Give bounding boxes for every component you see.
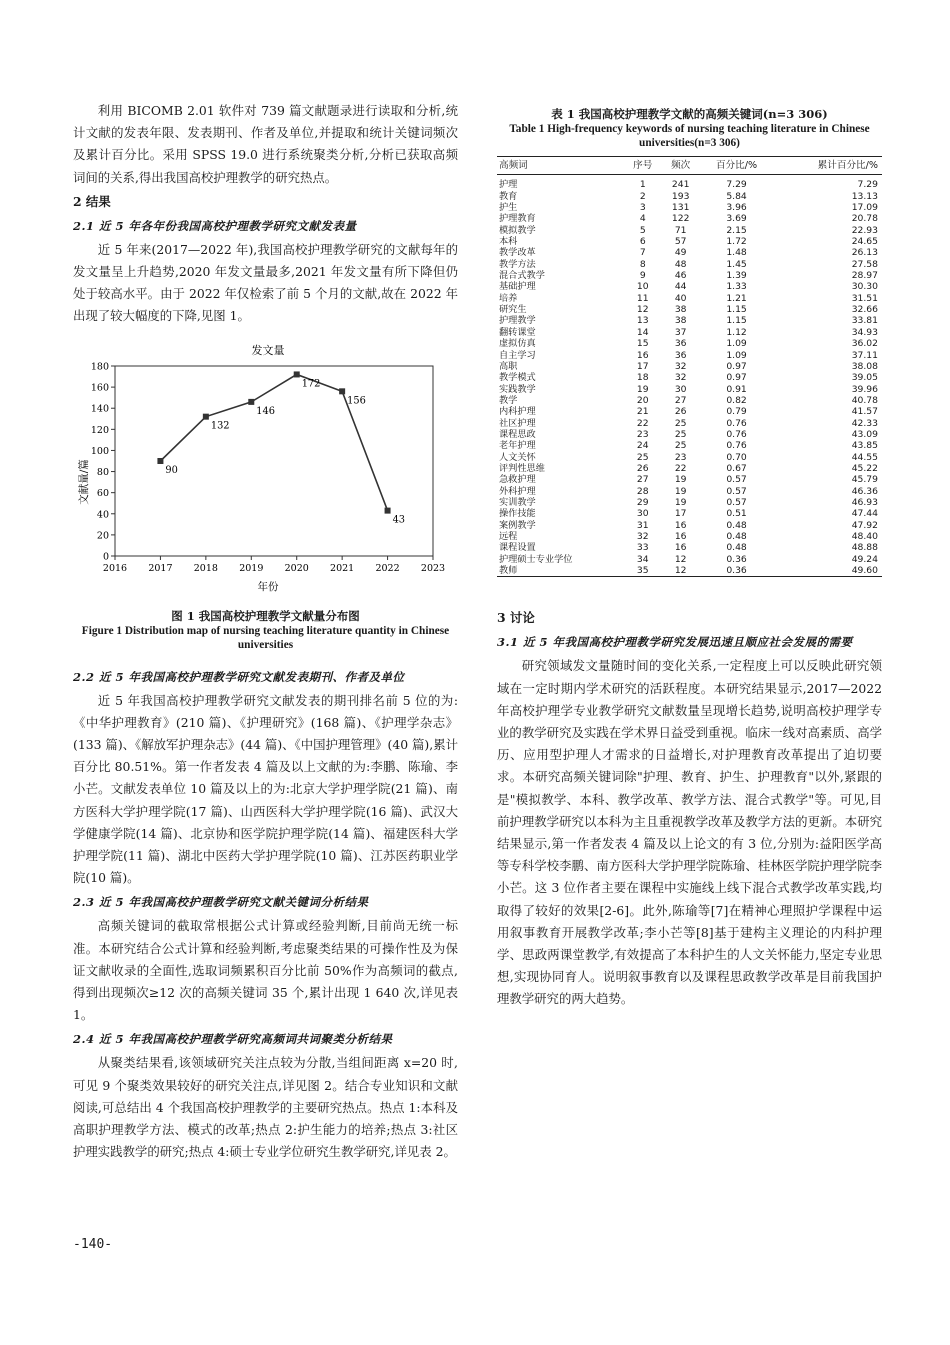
table-row <box>497 202 882 213</box>
table-row <box>497 486 882 497</box>
header-cumulative: 累计百分比/% <box>773 157 882 175</box>
cell-frequency: 40 <box>674 292 687 304</box>
right-column <box>497 106 882 1011</box>
cell-index: 25 <box>636 451 649 463</box>
cell-keyword: 基础护理 <box>499 281 536 293</box>
cell-index: 22 <box>636 417 649 429</box>
data-point <box>248 399 254 405</box>
x-tick-label: 2016 <box>102 562 128 574</box>
cell-frequency: 71 <box>674 224 687 236</box>
x-tick-label: 2023 <box>420 562 446 574</box>
section-2-2-heading: 2.2 近 5 年我国高校护理教学研究文献发表期刊、作者及单位 <box>73 669 405 684</box>
x-tick-label: 2021 <box>330 562 355 574</box>
cell-index: 35 <box>624 565 662 577</box>
section-3-1-paragraph: 研究领域发文量随时间的变化关系,一定程度上可以反映此研究领域在一定时期内学术研究的活跃程度。本研究结果显示,2017—2022 年高校护理学专业教学研究文献数量呈现增长趋势,说明高校护理学专业的教学研究及实践在学术界日益受到重视。临床一线对高素质、高学历、应用型护理人才需求的日益增长,对护理教育改革提出了迫切要求。本研究高频关键词除"护理、教育、护生、护理教育"以外,紧跟的是"模拟教学、本科、教学改革、教学方法、混合式教学"等。可见,目前护理教学研究以本科为主且重视教学改革及教学方法的更新。本研究结果显示,第一作者发表 4 篇及以上论文的有 3 位,分别为:益阳医学高等专科学校李鹏、南方医科大学护理学院陈瑜、桂林医学院护理学院李小芒。这 3 位作者主要在课程中实施线上线下混合式教学改革实践,均取得了较好的效果[2-6]。此外,陈瑜等[7]在精神心理照护学课程中运用叙事教育开展教学改革;李小芒等[8]基于建构主义理论的内科护理学、思政两课堂教学,有效提高了本科护生的人文关怀能力,坚定专业思想,实现协同育人。说明叙事教育以及课程思政教学改革是目前我国护理教学研究的两大趋势。 <box>497 658 882 1007</box>
cell-percent: 5.84 <box>726 190 747 202</box>
table-header-row <box>497 157 882 175</box>
cell-percent: 1.45 <box>726 258 747 270</box>
table-row <box>497 474 882 485</box>
figure-1-chart <box>73 334 458 594</box>
cell-keyword: 外科护理 <box>499 485 536 497</box>
cell-index: 24 <box>636 440 649 452</box>
cell-frequency: 26 <box>674 406 687 418</box>
cell-percent: 1.15 <box>726 315 747 327</box>
cell-keyword: 护生 <box>499 202 518 214</box>
cell-percent: 1.09 <box>726 338 747 350</box>
cell-index: 16 <box>636 349 649 361</box>
table-row <box>497 497 882 508</box>
chart-y-label: 文献量/篇 <box>78 458 90 505</box>
cell-keyword: 课程设置 <box>499 542 536 554</box>
cell-percent: 0.97 <box>726 360 747 372</box>
cell-keyword: 本科 <box>499 236 518 248</box>
x-tick-label: 2018 <box>193 562 218 574</box>
cell-index: 23 <box>636 428 649 440</box>
cell-keyword: 操作技能 <box>499 508 536 520</box>
cell-percent: 0.48 <box>726 542 747 554</box>
cell-percent: 0.48 <box>726 531 747 542</box>
table-row <box>497 304 882 315</box>
cell-percent: 0.91 <box>726 383 747 395</box>
cell-index: 26 <box>636 462 649 474</box>
cell-keyword: 护理 <box>499 179 518 191</box>
cell-cumulative: 45.22 <box>851 462 878 474</box>
y-tick-label: 20 <box>96 530 109 542</box>
cell-index: 28 <box>636 485 649 497</box>
cell-keyword: 高职 <box>499 360 518 372</box>
cell-cumulative: 46.36 <box>851 485 878 497</box>
table-body <box>497 175 882 577</box>
cell-keyword: 急救护理 <box>499 474 536 486</box>
cell-frequency: 44 <box>674 281 687 293</box>
cell-keyword: 内科护理 <box>499 406 536 418</box>
cell-cumulative: 43.09 <box>851 428 878 440</box>
cell-cumulative: 47.92 <box>851 519 878 531</box>
cell-index: 27 <box>636 474 649 486</box>
cell-frequency: 12 <box>674 553 687 565</box>
cell-keyword: 教师 <box>497 565 624 577</box>
cell-percent: 0.76 <box>726 428 747 440</box>
table-row <box>497 213 882 224</box>
cell-keyword: 自主学习 <box>499 349 536 361</box>
y-tick-label: 40 <box>96 508 109 520</box>
cell-cumulative: 39.96 <box>851 383 878 395</box>
section-2-4-heading: 2.4 近 5 年我国高校护理教学研究高频词共词聚类分析结果 <box>73 1032 393 1047</box>
figure-1-caption-cn: 图 1 我国高校护理教学文献量分布图 <box>171 608 360 623</box>
data-point <box>203 413 209 419</box>
cell-keyword: 教学改革 <box>499 247 536 259</box>
cell-index: 34 <box>636 553 649 565</box>
cell-percent: 0.36 <box>726 553 747 565</box>
cell-frequency: 19 <box>674 496 687 508</box>
section-2-1-paragraph: 近 5 年来(2017—2022 年),我国高校护理教学研究的文献每年的发文量呈上升趋势,2020 年发文量最多,2021 年发文量有所下降但仍处于较高水平。由于 2022 年仅检索了前 5 个月的文献,故在 2022 年出现了较大幅度的下降,见图 1。 <box>73 241 458 324</box>
section-3-1-heading: 3.1 近 5 年我国高校护理教学研究发展迅速且顺应社会发展的需要 <box>497 635 853 650</box>
cell-percent: 0.67 <box>726 462 747 474</box>
y-tick-label: 60 <box>96 487 109 499</box>
cell-percent: 0.48 <box>726 519 747 531</box>
table-row <box>497 372 882 383</box>
cell-frequency: 32 <box>674 372 687 384</box>
cell-keyword: 虚拟仿真 <box>499 338 536 350</box>
cell-index: 33 <box>636 542 649 554</box>
figure-1-caption-en: Figure 1 Distribution map of nursing teaching literature quantity in Chinese universities <box>81 624 450 651</box>
section-3-heading: 3 讨论 <box>497 610 535 626</box>
cell-percent: 0.97 <box>726 372 747 384</box>
cell-percent: 0.76 <box>726 440 747 452</box>
header-frequency: 频次 <box>662 157 700 175</box>
cell-frequency: 30 <box>674 383 687 395</box>
cell-index: 3 <box>639 202 646 214</box>
cell-cumulative: 37.11 <box>851 349 878 361</box>
section-2-heading: 2 结果 <box>73 193 111 209</box>
cell-index: 2 <box>639 190 646 202</box>
cell-cumulative: 22.93 <box>851 224 878 236</box>
cell-index: 9 <box>639 270 646 282</box>
table-row <box>497 542 882 553</box>
table-1-title-en: Table 1 High-frequency keywords of nursing teaching literature in Chinese universities(n=3 306) <box>509 123 870 149</box>
cell-keyword: 翻转课堂 <box>499 326 536 338</box>
table-row <box>497 463 882 474</box>
cell-percent: 0.57 <box>726 474 747 486</box>
cell-frequency: 19 <box>674 474 687 486</box>
cell-cumulative: 39.05 <box>851 372 878 384</box>
cell-keyword: 人文关怀 <box>499 451 536 463</box>
y-tick-label: 0 <box>102 551 109 563</box>
cell-cumulative: 17.09 <box>851 202 878 214</box>
section-2-1-heading: 2.1 近 5 年各年份我国高校护理教学研究文献发表量 <box>73 218 357 233</box>
data-point <box>385 507 391 513</box>
cell-frequency: 46 <box>674 270 687 282</box>
cell-keyword: 课程思政 <box>499 428 536 440</box>
cell-keyword: 评判性思维 <box>499 462 545 474</box>
cell-cumulative: 40.78 <box>851 394 878 406</box>
table-row <box>497 225 882 236</box>
cell-cumulative: 43.85 <box>851 440 878 452</box>
cell-cumulative: 20.78 <box>851 213 878 225</box>
cell-frequency: 25 <box>674 428 687 440</box>
table-row <box>497 520 882 531</box>
x-tick-label: 2017 <box>148 562 173 574</box>
cell-frequency: 48 <box>674 258 687 270</box>
cell-cumulative: 26.13 <box>851 247 878 259</box>
section-2-4-paragraph: 从聚类结果看,该领域研究关注点较为分散,当组间距离 x=20 时,可见 9 个聚类效果较好的研究关注点,详见图 2。结合专业知识和文献阅读,可总结出 4 个我国高校护理教学的主要研究热点。热点 1:本科及高职护理教学方法、模式的改革;热点 2:护生能力的培养;热点 3:社区护理实践教学的研究;热点 4:硕士专业学位研究生教学研究,详见表 2。 <box>73 1055 458 1160</box>
cell-percent: 1.12 <box>726 326 747 338</box>
cell-keyword: 模拟教学 <box>499 224 536 236</box>
cell-frequency: 25 <box>674 440 687 452</box>
data-point <box>294 371 300 377</box>
chart-x-label: 年份 <box>257 580 279 593</box>
cell-frequency: 23 <box>674 451 687 463</box>
cell-percent: 0.82 <box>726 394 747 406</box>
cell-percent: 0.79 <box>726 406 747 418</box>
cell-index: 15 <box>636 338 649 350</box>
cell-frequency: 22 <box>674 462 687 474</box>
table-row <box>497 259 882 270</box>
x-tick-label: 2019 <box>239 562 264 574</box>
cell-cumulative: 38.08 <box>851 360 878 372</box>
table-row <box>497 236 882 247</box>
table-row <box>497 338 882 349</box>
cell-frequency: 16 <box>674 519 687 531</box>
cell-frequency: 17 <box>674 508 687 520</box>
y-tick-label: 80 <box>96 466 109 478</box>
cell-frequency: 57 <box>674 236 687 248</box>
cell-index: 32 <box>636 531 649 542</box>
table-row <box>497 270 882 281</box>
cell-frequency: 16 <box>674 542 687 554</box>
table-row <box>497 247 882 258</box>
cell-keyword: 教学 <box>499 394 518 406</box>
table-row <box>497 175 882 191</box>
cell-frequency: 27 <box>674 394 687 406</box>
cell-index: 14 <box>636 326 649 338</box>
cell-index: 18 <box>636 372 649 384</box>
cell-index: 5 <box>639 224 646 236</box>
table-row <box>497 418 882 429</box>
table-row <box>497 327 882 338</box>
cell-cumulative: 31.51 <box>851 292 878 304</box>
cell-frequency: 241 <box>671 179 690 191</box>
cell-index: 31 <box>636 519 649 531</box>
x-tick-label: 2022 <box>375 562 400 574</box>
table-row <box>497 384 882 395</box>
cell-keyword: 混合式教学 <box>499 270 545 282</box>
table-row <box>497 406 882 417</box>
cell-percent: 1.15 <box>726 304 747 316</box>
cell-keyword: 实训教学 <box>499 496 536 508</box>
cell-frequency: 49 <box>674 247 687 259</box>
table-row <box>497 281 882 292</box>
cell-percent: 1.33 <box>726 281 747 293</box>
left-column <box>73 100 458 1163</box>
cell-percent: 3.69 <box>726 213 747 225</box>
table-row <box>497 395 882 406</box>
table-row <box>497 315 882 326</box>
cell-frequency: 12 <box>662 565 700 577</box>
cell-index: 6 <box>639 236 646 248</box>
cell-cumulative: 41.57 <box>851 406 878 418</box>
cell-cumulative: 36.02 <box>851 338 878 350</box>
y-tick-label: 180 <box>90 361 109 373</box>
cell-keyword: 远程 <box>499 531 518 542</box>
table-row <box>497 293 882 304</box>
cell-percent: 0.76 <box>726 417 747 429</box>
chart-title: 发文量 <box>251 343 285 357</box>
cell-keyword: 研究生 <box>499 304 527 316</box>
intro-paragraph: 利用 BICOMB 2.01 软件对 739 篇文献题录进行读取和分析,统计文献的发表年限、发表期刊、作者及单位,并提取和统计关键词频次及累计百分比。采用 SPSS 19.0 进行系统聚类分析,分析已获取高频词间的关系,得出我国高校护理教学的研究热点。 <box>73 103 458 185</box>
cell-index: 4 <box>639 213 646 225</box>
cell-frequency: 38 <box>674 304 687 316</box>
cell-cumulative: 33.81 <box>851 315 878 327</box>
cell-index: 10 <box>636 281 649 293</box>
cell-frequency: 36 <box>674 338 687 350</box>
cell-cumulative: 42.33 <box>851 417 878 429</box>
chart-axes <box>91 361 445 574</box>
y-tick-label: 160 <box>90 382 109 394</box>
cell-keyword: 护理教学 <box>499 315 536 327</box>
cell-frequency: 32 <box>674 360 687 372</box>
cell-percent: 0.51 <box>726 508 747 520</box>
cell-cumulative: 13.13 <box>851 190 878 202</box>
cell-cumulative: 7.29 <box>857 179 878 191</box>
cell-keyword: 教学模式 <box>499 372 536 384</box>
cell-keyword: 教学方法 <box>499 258 536 270</box>
table-row <box>497 361 882 372</box>
table-row <box>497 429 882 440</box>
cell-frequency: 122 <box>671 213 690 225</box>
header-percent: 百分比/% <box>700 157 774 175</box>
cell-cumulative: 32.66 <box>851 304 878 316</box>
data-point <box>339 388 345 394</box>
cell-index: 17 <box>636 360 649 372</box>
cell-percent: 7.29 <box>726 179 747 191</box>
y-tick-label: 120 <box>90 424 109 436</box>
cell-percent: 2.15 <box>726 224 747 236</box>
cell-frequency: 193 <box>671 190 690 202</box>
cell-index: 11 <box>636 292 649 304</box>
x-tick-label: 2020 <box>284 562 309 574</box>
cell-index: 20 <box>636 394 649 406</box>
cell-keyword: 护理教育 <box>499 213 536 225</box>
table-row <box>497 565 882 577</box>
cell-keyword: 社区护理 <box>499 417 536 429</box>
chart-series <box>157 371 405 525</box>
cell-frequency: 38 <box>674 315 687 327</box>
cell-frequency: 131 <box>671 202 690 214</box>
cell-percent: 1.72 <box>726 236 747 248</box>
cell-index: 29 <box>636 496 649 508</box>
cell-cumulative: 49.60 <box>773 565 882 577</box>
cell-frequency: 19 <box>674 485 687 497</box>
cell-index: 19 <box>636 383 649 395</box>
section-2-2-paragraph: 近 5 年我国高校护理教学研究文献发表的期刊排名前 5 位的为:《中华护理教育》(210 篇)、《护理研究》(168 篇)、《护理学杂志》(133 篇)、《解放军护理杂志》(44 篇)、《中国护理管理》(40 篇),累计百分比 80.51%。第一作者发表 4 篇及以上文献的为:李鹏、陈瑜、李小芒。文献发表单位 10 篇及以上的为:北京大学护理学院(21 篇)、南方医科大学护理学院(17 篇)、山西医科大学护理学院(16 篇)、武汉大学健康学院(14 篇)、北京协和医学院护理学院(14 篇)、福建医科大学护理学院(11 篇)、湖北中医药大学护理学院(10 篇)、江苏医药职业学院(10 篇)。 <box>73 692 458 886</box>
table-row <box>497 554 882 565</box>
cell-cumulative: 47.44 <box>851 508 878 520</box>
cell-cumulative: 30.30 <box>851 281 878 293</box>
line-chart <box>73 334 458 594</box>
cell-cumulative: 49.24 <box>851 553 878 565</box>
cell-percent: 1.09 <box>726 349 747 361</box>
cell-cumulative: 24.65 <box>851 236 878 248</box>
header-keyword: 高频词 <box>497 157 624 175</box>
cell-percent: 0.36 <box>700 565 774 577</box>
cell-cumulative: 48.88 <box>851 542 878 554</box>
cell-index: 21 <box>636 406 649 418</box>
cell-keyword: 实践教学 <box>499 383 536 395</box>
cell-index: 1 <box>639 179 646 191</box>
cell-frequency: 37 <box>674 326 687 338</box>
cell-frequency: 36 <box>674 349 687 361</box>
data-label: 146 <box>256 405 275 417</box>
table-row <box>497 452 882 463</box>
data-label: 90 <box>165 464 178 476</box>
cell-cumulative: 48.40 <box>851 531 878 542</box>
table-row <box>497 508 882 519</box>
cell-index: 12 <box>636 304 649 316</box>
data-label: 43 <box>392 514 406 526</box>
table-row <box>497 350 882 361</box>
data-point <box>157 458 163 464</box>
cell-keyword: 护理硕士专业学位 <box>499 553 573 565</box>
cell-frequency: 16 <box>674 531 687 542</box>
cell-cumulative: 27.58 <box>851 258 878 270</box>
cell-keyword: 培养 <box>499 292 518 304</box>
section-2-3-paragraph: 高频关键词的截取常根据公式计算或经验判断,目前尚无统一标准。本研究结合公式计算和经验判断,考虑聚类结果的可操作性及为保证文献收录的全面性,选取词频累积百分比前 50%作为高频词的截点,得到出现频次≥12 次的高频关键词 35 个,累计出现 1 640 次,详见表 1。 <box>73 918 458 1023</box>
cell-percent: 0.57 <box>726 485 747 497</box>
data-label: 156 <box>347 394 366 406</box>
cell-cumulative: 28.97 <box>851 270 878 282</box>
cell-percent: 1.21 <box>726 292 747 304</box>
cell-index: 7 <box>639 247 646 259</box>
cell-frequency: 25 <box>674 417 687 429</box>
cell-keyword: 案例教学 <box>499 519 536 531</box>
table-row <box>497 440 882 451</box>
cell-percent: 1.48 <box>726 247 747 259</box>
cell-index: 8 <box>639 258 646 270</box>
cell-cumulative: 45.79 <box>851 474 878 486</box>
cell-cumulative: 46.93 <box>851 496 878 508</box>
table-row <box>497 191 882 202</box>
cell-percent: 0.70 <box>726 451 747 463</box>
cell-percent: 1.39 <box>726 270 747 282</box>
header-index: 序号 <box>624 157 662 175</box>
cell-index: 13 <box>636 315 649 327</box>
cell-percent: 3.96 <box>726 202 747 214</box>
cell-cumulative: 44.55 <box>851 451 878 463</box>
page-number: -140- <box>73 1237 113 1252</box>
section-2-3-heading: 2.3 近 5 年我国高校护理教学研究文献关键词分析结果 <box>73 895 369 910</box>
y-tick-label: 140 <box>90 403 109 415</box>
cell-keyword: 老年护理 <box>499 440 536 452</box>
cell-cumulative: 34.93 <box>851 326 878 338</box>
cell-percent: 0.57 <box>726 496 747 508</box>
cell-keyword: 教育 <box>499 190 518 202</box>
cell-index: 30 <box>636 508 649 520</box>
keyword-table <box>497 156 882 577</box>
data-label: 172 <box>301 378 321 390</box>
table-1-title-cn: 表 1 我国高校护理教学文献的高频关键词(n=3 306) <box>551 107 828 121</box>
data-label: 132 <box>210 420 230 432</box>
table-row <box>497 531 882 542</box>
y-tick-label: 100 <box>90 445 109 457</box>
